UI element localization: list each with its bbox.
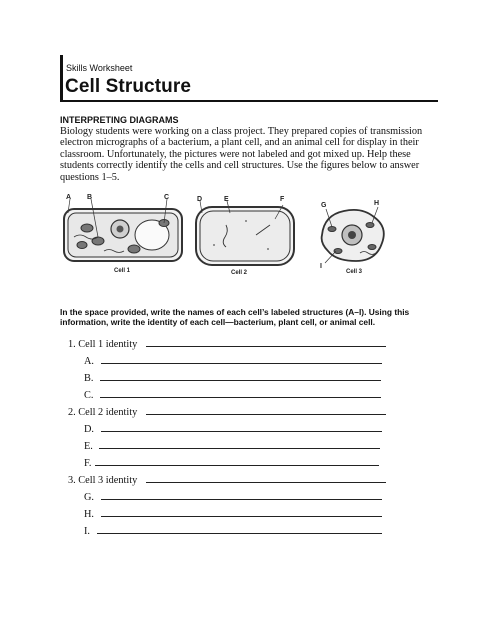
label-f: F xyxy=(280,196,285,203)
answer-line-g xyxy=(84,490,382,504)
answer-c-field[interactable] xyxy=(100,388,381,398)
answer-line-e-label: E. xyxy=(84,441,93,452)
answer-b-field[interactable] xyxy=(100,371,381,381)
answer-line-i xyxy=(84,524,382,538)
label-c: C xyxy=(164,194,170,201)
intro-paragraph: Biology students were working on a class project. They prepared copies of transmission electron micrographs of a bacterium, a plant cell, and an animal cell for display in their classroom. Unfortunately, the pictures were not labeled and got mixed up. Help these students correctly identify the cells and cell structures. Use the figures below to answer questions 1–5. xyxy=(60,126,423,183)
page-title: Cell Structure xyxy=(65,76,191,97)
answer-h-field[interactable] xyxy=(101,507,382,517)
label-a: A xyxy=(66,194,72,201)
answer-d-field[interactable] xyxy=(101,422,382,432)
label-i: I xyxy=(320,263,322,270)
answer-line-g-label: G. xyxy=(84,492,95,503)
question-2 xyxy=(68,405,386,419)
question-3 xyxy=(68,473,386,487)
question-3-label: 3. Cell 3 identity xyxy=(68,475,138,486)
label-g: G xyxy=(321,202,327,209)
answer-line-c-label: C. xyxy=(84,390,94,401)
cell-2-drawing xyxy=(196,201,294,265)
answer-e-field[interactable] xyxy=(99,439,380,449)
question-2-label: 2. Cell 2 identity xyxy=(68,407,138,418)
label-h: H xyxy=(374,200,380,207)
cell-diagram-figure xyxy=(60,193,440,283)
answer-line-h xyxy=(84,507,382,521)
header-accent-bar xyxy=(60,55,63,101)
answer-line-b-label: B. xyxy=(84,373,94,384)
answer-line-d xyxy=(84,422,382,436)
question-1 xyxy=(68,337,386,351)
answer-line-f xyxy=(84,456,379,470)
label-e: E xyxy=(224,196,229,203)
answer-line-a-label: A. xyxy=(84,356,95,367)
cell-3-drawing xyxy=(322,207,384,263)
answer-i-field[interactable] xyxy=(97,524,382,534)
answer-line-a xyxy=(84,354,382,368)
cell-1-drawing xyxy=(64,199,182,261)
answer-line-i-label: I. xyxy=(84,526,91,537)
answer-line-c xyxy=(84,388,381,402)
answer-a-field[interactable] xyxy=(101,354,382,364)
answer-g-field[interactable] xyxy=(101,490,382,500)
header-rule xyxy=(60,100,438,102)
section-heading: INTERPRETING DIAGRAMS xyxy=(60,115,179,125)
worksheet-kicker: Skills Worksheet xyxy=(66,63,133,73)
answer-line-f-label: F. xyxy=(84,458,92,469)
answer-f-field[interactable] xyxy=(95,456,379,466)
answer-line-h-label: H. xyxy=(84,509,95,520)
answer-line-d-label: D. xyxy=(84,424,95,435)
question-1-answer-field[interactable] xyxy=(146,337,386,347)
question-3-answer-field[interactable] xyxy=(146,473,386,483)
caption-cell-1: Cell 1 xyxy=(114,268,131,274)
question-2-answer-field[interactable] xyxy=(146,405,386,415)
label-b: B xyxy=(87,194,93,201)
answer-line-b xyxy=(84,371,381,385)
question-1-label: 1. Cell 1 identity xyxy=(68,339,138,350)
caption-cell-2: Cell 2 xyxy=(231,270,248,276)
instructions-text: In the space provided, write the names of each cell’s labeled structures (A–I). Using this information, write the identity of each cell—bacterium, plant cell, or animal cell. xyxy=(60,307,410,328)
label-d: D xyxy=(197,196,203,203)
caption-cell-3: Cell 3 xyxy=(346,269,363,275)
answer-line-e xyxy=(84,439,380,453)
